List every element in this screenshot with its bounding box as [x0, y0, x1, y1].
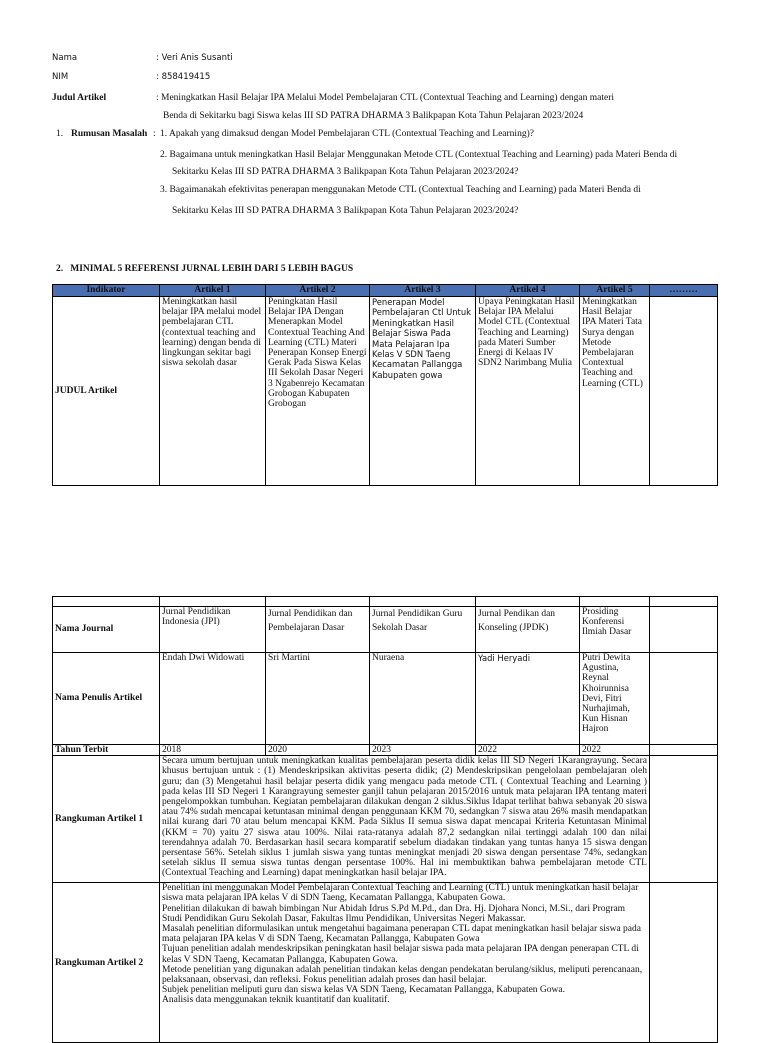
judul-value-line2: Benda di Sekitarku bagi Siswa kelas III SD PATRA DHARMA 3 Balikpapan Kota Tahun Pelajaran 2023/2024: [163, 111, 584, 121]
rangkuman-1-label: Rangkuman Artikel 1: [53, 756, 160, 883]
year-2: 2020: [266, 745, 370, 756]
nama-penulis-label: Nama Penulis Artikel: [53, 653, 160, 745]
journal-more: [650, 607, 718, 653]
judul-artikel-3: Penerapan Model Pembelajaran Ctl Untuk Meningkatkan Hasil Belajar Siswa Pada Mata Pelajaran Ipa Kelas V SDN Taeng Kecamatan Pallangga Kabupaten gowa: [370, 297, 476, 486]
rangkuman-2-label: Rangkuman Artikel 2: [53, 883, 160, 1043]
rangkuman-2-paragraph: Subjek penelitian meliputi guru dan siswa kelas VA SDN Taeng, Kecamatan Pallangga, Kabupaten Gowa.: [162, 985, 565, 996]
table-row: [53, 756, 718, 883]
journal-4: Jurnal Pendikan dan Konseling (JPDK): [476, 607, 580, 653]
journal-1: Jurnal Pendidikan Indonesia (JPI): [160, 607, 266, 653]
rumusan-item-3: 3. Bagaimanakah efektivitas penerapan menggunakan Metode CTL (Contextual Teaching and Learning) pada Materi Benda di: [160, 185, 641, 195]
year-more: [650, 745, 718, 756]
author-1: Endah Dwi Widowati: [160, 653, 266, 745]
header-artikel-4: Artikel 4: [476, 285, 580, 297]
judul-artikel-label: JUDUL Artikel: [53, 297, 160, 486]
journal-3: Jurnal Pendidikan Guru Sekolah Dasar: [370, 607, 476, 653]
author-2: Sri Martini: [266, 653, 370, 745]
rangkuman-1-text: Secara umum bertujuan untuk meningkatkan kualitas pembelajaran peserta didik kelas III SD Negeri 1Karangrayung. Secara khusus bertujuan untuk : (1) Mendeskripsikan aktivitas peserta didik; (2) Mendeskripsikan pengelolaan pembelajaran oleh guru; dan (3) Mengetahui hasil belajar peserta didik yang mengacu pada metode CTL ( Contextual Teaching and Learning ) pada kelas III SD Negeri 1 Karangrayung semester ganjil tahun pelajaran 2015/2016 untuk mata pelajaran IPA tentang materi pengelompokkan tumbuhan. Kegiatan pembelajaran dilakukan dengan 2 siklus.Siklus Idapat terlihat bahwa sebanyak 20 siswa atau 74% sudah mencapai ketuntasan minimal dengan penggunaan KKM 70, sedangkan 7 siswa atau 26% masih mendapatkan nilai kurang dari 70 atau belum mencapai KKM. Pada Siklus II semua siswa dapat mencapai Kriteria Ketuntasan Minimal (KKM = 70) yaitu 27 siswa atau 100%. Nilai rata-ratanya adalah 87,2 sedangkan nilai tertinggi adalah 100 dan nilai terendahnya adalah 70. Berdasarkan hasil secara komparatif sebelum diadakan tindakan yang tuntas hanya 15 siswa dengan persentase 56%. Setelah siklus 1 jumlah siswa yang tuntas meningkat menjadi 20 siswa dengan persentase 74%, sedangkan setelah siklus II semua siswa tuntas dengan persentase 100%. Hal ini membuktikan bahwa pembelajaran metode CTL (Contextual Teaching and Learning) dapat meningkatkan hasil belajar IPA.: [160, 756, 650, 883]
table-row: [53, 297, 718, 486]
rumusan-item-2: 2. Bagaimana untuk meningkatkan Hasil Belajar Menggunakan Metode CTL (Contextual Teaching and Learning) pada Materi Benda di: [160, 150, 678, 160]
author-5: Putri Dewita Agustina, Reynal Khoirunnisa Devi, Fitri Nurhajimah, Kun Hisnan Hajron: [580, 653, 650, 745]
nama-label: Nama: [52, 53, 78, 63]
rangkuman-2-paragraph: Analisis data menggunakan teknik kuantitatif dan kualitatif.: [162, 995, 390, 1006]
rangkuman-2-paragraph: Tujuan penelitian adalah mendeskripsikan peningkatan hasil belajar siswa pada mata pelajaran IPA dengan penerapan CTL di kelas V SDN Taeng, Kecamatan Pallangga, Kabupaten Gowa.: [162, 944, 639, 965]
table-row: [53, 607, 718, 653]
table-row: [53, 883, 718, 1043]
table-row: [53, 745, 718, 756]
rumusan-label: Rumusan Masalah: [71, 129, 148, 139]
judul-artikel-4: Upaya Peningkatan Hasil Belajar IPA Melalui Model CTL (Contextual Teaching and Learning) pada Materi Sumber Energi di Kelaas IV SDN2 Narimbang Mulia: [476, 297, 580, 486]
author-3: Nuraena: [370, 653, 476, 745]
rangkuman-2-paragraph: Penelitian dilakukan di bawah bimbingan Nur Abidah Idrus S.Pd M.Pd., dan Dra. Hj. Djohara Nonci, M.Si., dari Program Studi Pendidikan Guru Sekolah Dasar, Fakultas Ilmu Pendidikan, Universitas Negeri Makassar.: [162, 903, 626, 924]
header-more: ………: [650, 285, 718, 297]
rangkuman-2-paragraph: Masalah penelitian diformulasikan untuk mengetahui bagaimana penerapan CTL dapat meningkatkan hasil belajar siswa pada mata pelajaran IPA kelas V di SDN Taeng, Kecamatan Pallangga, Kabupaten Gowa: [162, 924, 641, 945]
nama-value: : Veri Anis Susanti: [156, 53, 233, 63]
nim-label: NIM: [52, 72, 69, 82]
header-artikel-2: Artikel 2: [266, 285, 370, 297]
nim-value: : 858419415: [156, 72, 211, 82]
judul-artikel-1: Meningkatkan hasil belajar IPA melalui model pembelajaran CTL (contextual teaching and learning) dengan benda di lingkungan sekitar bagi siswa sekolah dasar: [160, 297, 266, 486]
nama-journal-label: Nama Journal: [53, 607, 160, 653]
tahun-terbit-label: Tahun Terbit: [53, 745, 160, 756]
rumusan-colon: :: [153, 129, 156, 139]
rangkuman-2-text: [160, 883, 650, 1043]
table-header-row: [53, 285, 718, 297]
rangkuman-2-paragraph: Penelitian ini menggunakan Model Pembelajaran Contextual Teaching and Learning (CTL) untuk meningkatkan hasil belajar siswa mata pelajaran IPA kelas V di SDN Taeng, Kecamatan Pallangga, Kabupaten Gowa.: [162, 883, 639, 904]
year-5: 2022: [580, 745, 650, 756]
year-1: 2018: [160, 745, 266, 756]
journal-5: Prosiding Konferensi Ilmiah Dasar: [580, 607, 650, 653]
rumusan-item-2-cont: Sekitarku Kelas III SD PATRA DHARMA 3 Balikpapan Kota Tahun Pelajaran 2023/2024?: [172, 167, 519, 177]
journal-2: Jurnal Pendidikan dan Pembelajaran Dasar: [266, 607, 370, 653]
header-artikel-5: Artikel 5: [580, 285, 650, 297]
reference-detail-table: [52, 596, 718, 1043]
year-4: 2022: [476, 745, 580, 756]
judul-artikel-more: [650, 297, 718, 486]
judul-artikel-2: Peningkatan Hasil Belajar IPA Dengan Menerapkan Model Contextual Teaching And Learning (CTL) Materi Penerapan Konsep Energi Gerak Pada Siswa Kelas III Sekolah Dasar Negeri 3 Ngabenrejo Kecamatan Grobogan Kabupaten Grobogan: [266, 297, 370, 486]
rumusan-number: 1.: [56, 129, 64, 139]
judul-artikel-5: Meningkatkan Hasil Belajar IPA Materi Tata Surya dengan Metode Pembelajaran Contextual Teaching and Learning (CTL): [580, 297, 650, 486]
table-row: [53, 597, 718, 607]
author-more: [650, 653, 718, 745]
judul-label: Judul Artikel: [52, 93, 107, 103]
rangkuman-2-paragraph: Metode penelitian yang digunakan adalah penelitian tindakan kelas dengan pendekatan berulang/siklus, meliputi perencanaan, pelaksanaan, observasi, dan refleksi. Fokus penelitian adalah proses dan hasil belajar.: [162, 964, 643, 986]
judul-value-line1: : Meningkatkan Hasil Belajar IPA Melalui Model Pembelajaran CTL (Contextual Teaching and Learning) dengan materi: [156, 93, 615, 103]
section2-heading: 2. MINIMAL 5 REFERENSI JURNAL LEBIH DARI 5 LEBIH BAGUS: [56, 264, 354, 274]
table-row: [53, 653, 718, 745]
header-artikel-1: Artikel 1: [160, 285, 266, 297]
author-4: Yadi Heryadi: [476, 653, 580, 745]
header-artikel-3: Artikel 3: [370, 285, 476, 297]
header-indikator: Indikator: [53, 285, 160, 297]
rumusan-item-3-cont: Sekitarku Kelas III SD PATRA DHARMA 3 Balikpapan Kota Tahun Pelajaran 2023/2024?: [172, 206, 519, 216]
year-3: 2023: [370, 745, 476, 756]
rumusan-item-1: 1. Apakah yang dimaksud dengan Model Pembelajaran CTL (Contextual Teaching and Learning)?: [160, 129, 534, 139]
reference-title-table: [52, 284, 718, 486]
